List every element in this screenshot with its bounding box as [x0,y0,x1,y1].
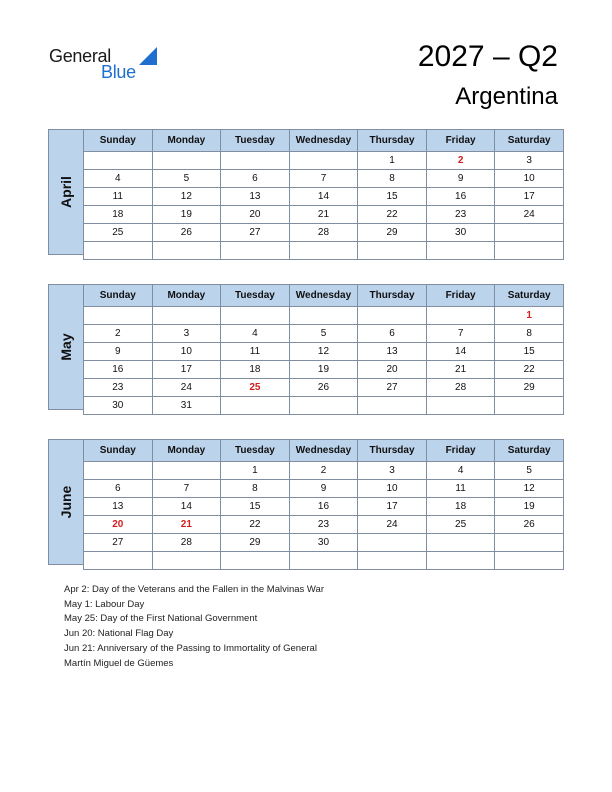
day-cell [84,307,153,325]
holiday-note: Jun 21: Anniversary of the Passing to Immortality of General [64,642,317,654]
weekday-header: Wednesday [289,440,358,462]
day-cell: 22 [358,206,427,224]
day-cell: 19 [152,206,221,224]
weekday-header: Tuesday [221,130,290,152]
day-cell: 6 [358,325,427,343]
day-cell: 10 [152,343,221,361]
day-cell [152,552,221,570]
holiday-note: Martín Miguel de Güemes [64,657,174,669]
weekday-header: Sunday [84,130,153,152]
day-cell: 9 [84,343,153,361]
day-cell: 1 [495,307,564,325]
day-cell [289,152,358,170]
weekday-header: Monday [152,440,221,462]
day-cell [358,242,427,260]
day-cell [358,552,427,570]
day-cell: 21 [426,361,495,379]
week-row [84,343,564,361]
weekday-header: Wednesday [289,285,358,307]
day-cell: 18 [221,361,290,379]
month-calendar-may [48,284,564,410]
day-cell [221,397,290,415]
day-cell: 10 [358,480,427,498]
logo-text-blue: Blue [101,62,136,82]
day-cell: 5 [152,170,221,188]
day-cell: 26 [152,224,221,242]
day-cell: 23 [84,379,153,397]
day-cell: 22 [495,361,564,379]
day-cell: 6 [221,170,290,188]
day-cell: 26 [495,516,564,534]
day-cell: 22 [221,516,290,534]
day-cell [358,397,427,415]
weekday-header: Tuesday [221,285,290,307]
weekday-header: Thursday [358,130,427,152]
page-title: 2027 – Q2 [417,40,558,73]
day-cell [289,397,358,415]
day-cell: 25 [84,224,153,242]
day-cell: 27 [221,224,290,242]
logo-triangle-icon [139,47,157,65]
day-cell: 21 [152,516,221,534]
week-row [84,325,564,343]
day-cell: 8 [495,325,564,343]
day-cell: 5 [289,325,358,343]
day-cell: 15 [358,188,427,206]
holiday-notes [64,583,564,671]
calendar-table [83,439,564,570]
month-label: June [58,485,74,519]
month-label: April [58,176,74,208]
day-cell [221,242,290,260]
country-title: Argentina [455,83,558,110]
day-cell: 5 [495,462,564,480]
day-cell: 10 [495,170,564,188]
week-row [84,307,564,325]
day-cell: 2 [426,152,495,170]
day-cell: 2 [289,462,358,480]
week-row [84,534,564,552]
day-cell: 7 [152,480,221,498]
day-cell [289,242,358,260]
day-cell [426,307,495,325]
day-cell: 29 [358,224,427,242]
day-cell: 12 [289,343,358,361]
weekday-header: Sunday [84,285,153,307]
weekday-header: Saturday [495,440,564,462]
day-cell: 30 [289,534,358,552]
weekday-header-row [84,285,564,307]
day-cell [495,242,564,260]
day-cell: 13 [84,498,153,516]
day-cell: 16 [84,361,153,379]
day-cell [358,534,427,552]
day-cell: 16 [289,498,358,516]
day-cell: 12 [152,188,221,206]
day-cell: 11 [221,343,290,361]
day-cell: 25 [426,516,495,534]
day-cell: 11 [84,188,153,206]
day-cell: 29 [495,379,564,397]
day-cell [152,152,221,170]
day-cell [221,552,290,570]
day-cell [221,152,290,170]
day-cell [84,242,153,260]
day-cell: 23 [289,516,358,534]
day-cell: 12 [495,480,564,498]
week-row [84,397,564,415]
day-cell: 7 [289,170,358,188]
day-cell [152,462,221,480]
day-cell: 9 [289,480,358,498]
holiday-note: May 1: Labour Day [64,598,145,610]
day-cell: 20 [84,516,153,534]
day-cell: 4 [84,170,153,188]
weekday-header-row [84,440,564,462]
day-cell: 8 [221,480,290,498]
day-cell: 24 [495,206,564,224]
logo-text-general: General [49,46,111,66]
day-cell: 25 [221,379,290,397]
day-cell: 4 [221,325,290,343]
day-cell [84,152,153,170]
day-cell: 8 [358,170,427,188]
week-row [84,188,564,206]
day-cell: 27 [358,379,427,397]
day-cell [84,552,153,570]
week-row [84,170,564,188]
day-cell [84,462,153,480]
weekday-header: Friday [426,440,495,462]
day-cell [152,242,221,260]
month-label-cell [48,439,84,565]
weekday-header: Monday [152,285,221,307]
day-cell: 14 [426,343,495,361]
day-cell: 7 [426,325,495,343]
day-cell: 15 [495,343,564,361]
week-row [84,361,564,379]
day-cell: 27 [84,534,153,552]
day-cell: 31 [152,397,221,415]
day-cell: 15 [221,498,290,516]
day-cell: 21 [289,206,358,224]
day-cell: 28 [426,379,495,397]
weekday-header: Sunday [84,440,153,462]
week-row [84,242,564,260]
day-cell [289,307,358,325]
day-cell: 24 [152,379,221,397]
day-cell: 9 [426,170,495,188]
week-row [84,462,564,480]
day-cell: 2 [84,325,153,343]
calendar-table [83,129,564,260]
month-label: May [58,333,74,361]
weekday-header: Saturday [495,130,564,152]
week-row [84,516,564,534]
day-cell: 30 [84,397,153,415]
day-cell [495,224,564,242]
day-cell: 24 [358,516,427,534]
month-calendar-june [48,439,564,565]
day-cell: 30 [426,224,495,242]
day-cell: 29 [221,534,290,552]
weekday-header: Friday [426,285,495,307]
day-cell [495,534,564,552]
day-cell: 20 [358,361,427,379]
day-cell [152,307,221,325]
day-cell: 14 [289,188,358,206]
week-row [84,552,564,570]
holiday-note: Jun 20: National Flag Day [64,628,174,640]
day-cell: 1 [221,462,290,480]
day-cell: 18 [426,498,495,516]
day-cell: 28 [289,224,358,242]
month-label-cell [48,129,84,255]
day-cell: 11 [426,480,495,498]
day-cell: 19 [495,498,564,516]
day-cell: 19 [289,361,358,379]
day-cell: 6 [84,480,153,498]
day-cell: 28 [152,534,221,552]
weekday-header-row [84,130,564,152]
week-row [84,224,564,242]
day-cell [495,397,564,415]
logo [49,44,159,84]
day-cell: 4 [426,462,495,480]
month-label-cell [48,284,84,410]
day-cell: 1 [358,152,427,170]
weekday-header: Friday [426,130,495,152]
day-cell: 14 [152,498,221,516]
holiday-note: May 25: Day of the First National Government [64,613,258,625]
weekday-header: Thursday [358,285,427,307]
week-row [84,152,564,170]
weekday-header: Wednesday [289,130,358,152]
day-cell: 16 [426,188,495,206]
day-cell: 3 [152,325,221,343]
holiday-note: Apr 2: Day of the Veterans and the Fallen in the Malvinas War [64,584,324,595]
day-cell [426,397,495,415]
day-cell: 17 [152,361,221,379]
month-calendar-april [48,129,564,255]
week-row [84,379,564,397]
day-cell [426,534,495,552]
day-cell: 23 [426,206,495,224]
day-cell: 26 [289,379,358,397]
weekday-header: Tuesday [221,440,290,462]
day-cell [426,242,495,260]
day-cell: 3 [358,462,427,480]
week-row [84,498,564,516]
day-cell [221,307,290,325]
day-cell [358,307,427,325]
weekday-header: Monday [152,130,221,152]
day-cell: 20 [221,206,290,224]
day-cell: 17 [358,498,427,516]
week-row [84,206,564,224]
day-cell [289,552,358,570]
weekday-header: Thursday [358,440,427,462]
day-cell: 18 [84,206,153,224]
day-cell [426,552,495,570]
calendar-table [83,284,564,415]
day-cell: 13 [221,188,290,206]
day-cell: 17 [495,188,564,206]
day-cell: 3 [495,152,564,170]
day-cell [495,552,564,570]
week-row [84,480,564,498]
weekday-header: Saturday [495,285,564,307]
day-cell: 13 [358,343,427,361]
